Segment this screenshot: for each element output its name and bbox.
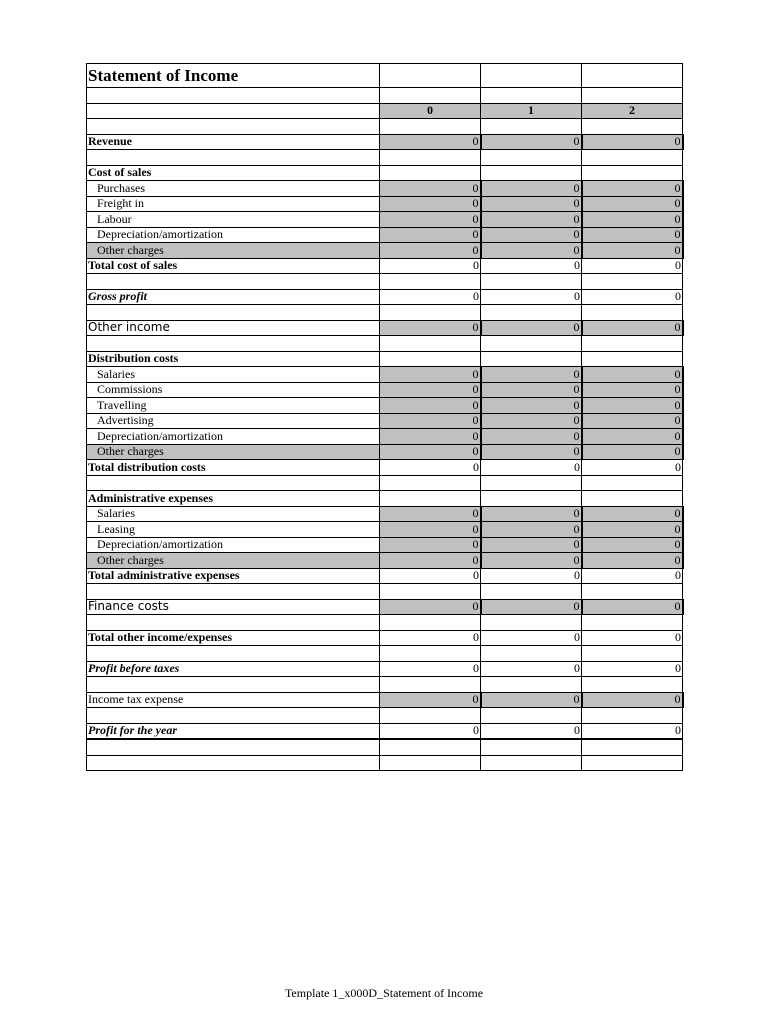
row-label: Other charges [87,243,380,259]
empty-cell [481,708,582,724]
value-cell: 0 [481,227,582,243]
empty-cell [87,103,380,119]
empty-cell [87,336,380,352]
empty-cell [582,336,683,352]
row-label: Total other income/expenses [87,630,380,646]
row-label: Gross profit [87,289,380,305]
table-row [87,506,683,522]
empty-cell [380,64,481,88]
empty-cell [481,739,582,755]
value-cell: 0 [582,723,683,739]
value-cell: 0 [582,537,683,553]
spacer-row [87,150,683,166]
value-cell: 0 [481,522,582,538]
empty-cell [380,755,481,771]
value-cell: 0 [582,243,683,259]
row-label: Other charges [87,444,380,460]
value-cell: 0 [380,568,481,584]
value-cell: 0 [582,692,683,708]
table-row [87,553,683,569]
empty-cell [481,677,582,693]
value-cell: 0 [481,444,582,460]
empty-cell [582,351,683,367]
title-row [87,64,683,88]
table-row [87,258,683,274]
spacer-row [87,119,683,135]
empty-cell [481,475,582,491]
empty-cell [380,677,481,693]
row-label: Income tax expense [87,692,380,708]
table-row [87,630,683,646]
value-cell: 0 [380,398,481,414]
empty-cell [481,305,582,321]
value-cell: 0 [582,444,683,460]
value-cell: 0 [380,444,481,460]
value-cell: 0 [481,181,582,197]
value-cell: 0 [582,661,683,677]
table-row [87,196,683,212]
row-label: Profit before taxes [87,661,380,677]
page-footer: Template 1_x000D_Statement of Income [284,986,484,1000]
value-cell: 0 [380,289,481,305]
spacer-row [87,677,683,693]
spacer-row [87,88,683,104]
empty-cell [87,88,380,104]
value-cell: 0 [582,181,683,197]
empty-cell [87,739,380,755]
empty-cell [582,646,683,662]
value-cell: 0 [582,429,683,445]
value-cell: 0 [582,522,683,538]
spacer-row [87,305,683,321]
column-header: 2 [582,103,683,119]
value-cell: 0 [380,212,481,228]
empty-cell [582,584,683,600]
table-row [87,320,683,336]
empty-cell [380,584,481,600]
empty-cell [380,708,481,724]
empty-cell [87,584,380,600]
empty-cell [481,119,582,135]
value-cell: 0 [481,413,582,429]
spacer-row [87,615,683,631]
empty-cell [481,336,582,352]
value-cell: 0 [481,258,582,274]
column-header: 0 [380,103,481,119]
empty-cell [380,150,481,166]
row-label: Depreciation/amortization [87,429,380,445]
row-label: Depreciation/amortization [87,227,380,243]
value-cell: 0 [481,289,582,305]
row-label: Total distribution costs [87,460,380,476]
spacer-row [87,336,683,352]
value-cell: 0 [380,460,481,476]
table-row [87,460,683,476]
row-label: Cost of sales [87,165,380,181]
empty-cell [481,274,582,290]
table-row [87,537,683,553]
value-cell: 0 [582,196,683,212]
row-label: Administrative expenses [87,491,380,507]
value-cell: 0 [380,258,481,274]
table-row [87,413,683,429]
empty-cell [582,274,683,290]
spacer-row [87,274,683,290]
value-cell: 0 [582,568,683,584]
empty-cell [380,739,481,755]
empty-cell [380,615,481,631]
empty-cell [481,615,582,631]
value-cell: 0 [481,243,582,259]
table-row [87,661,683,677]
row-label: Total administrative expenses [87,568,380,584]
value-cell: 0 [481,320,582,336]
value-cell: 0 [380,227,481,243]
empty-cell [87,305,380,321]
spacer-row [87,646,683,662]
value-cell: 0 [380,692,481,708]
value-cell: 0 [582,506,683,522]
empty-cell [582,677,683,693]
empty-cell [380,119,481,135]
empty-cell [87,119,380,135]
empty-cell [582,475,683,491]
row-label: Other income [87,320,380,336]
value-cell: 0 [582,289,683,305]
empty-cell [582,708,683,724]
table-row [87,568,683,584]
row-label: Revenue [87,134,380,150]
value-cell: 0 [582,227,683,243]
table-row [87,212,683,228]
spacer-row [87,739,683,755]
table-row [87,165,683,181]
value-cell: 0 [481,460,582,476]
value-cell: 0 [380,320,481,336]
empty-cell [87,615,380,631]
row-label: Depreciation/amortization [87,537,380,553]
empty-cell [87,646,380,662]
table-row [87,599,683,615]
value-cell: 0 [380,382,481,398]
value-cell: 0 [481,429,582,445]
value-cell: 0 [582,212,683,228]
value-cell: 0 [582,320,683,336]
empty-cell [380,274,481,290]
value-cell: 0 [582,553,683,569]
column-header-row [87,103,683,119]
row-label: Advertising [87,413,380,429]
value-cell: 0 [380,196,481,212]
empty-cell [481,64,582,88]
row-label: Other charges [87,553,380,569]
value-cell: 0 [380,243,481,259]
spacer-row [87,475,683,491]
empty-cell [481,165,582,181]
value-cell: 0 [481,382,582,398]
empty-cell [582,305,683,321]
empty-cell [87,274,380,290]
spacer-row [87,584,683,600]
empty-cell [582,755,683,771]
row-label: Freight in [87,196,380,212]
empty-cell [582,64,683,88]
empty-cell [582,491,683,507]
value-cell: 0 [380,599,481,615]
table-row [87,692,683,708]
row-label: Labour [87,212,380,228]
value-cell: 0 [380,537,481,553]
table-row [87,227,683,243]
value-cell: 0 [481,537,582,553]
table-row [87,723,683,739]
value-cell: 0 [481,212,582,228]
table-row [87,181,683,197]
value-cell: 0 [582,367,683,383]
row-label: Profit for the year [87,723,380,739]
empty-cell [481,150,582,166]
empty-cell [481,88,582,104]
empty-cell [481,351,582,367]
value-cell: 0 [582,630,683,646]
value-cell: 0 [380,723,481,739]
value-cell: 0 [380,367,481,383]
value-cell: 0 [481,599,582,615]
row-label: Purchases [87,181,380,197]
row-label: Salaries [87,506,380,522]
value-cell: 0 [582,398,683,414]
empty-cell [380,165,481,181]
value-cell: 0 [380,429,481,445]
value-cell: 0 [380,134,481,150]
table-row [87,243,683,259]
empty-cell [582,119,683,135]
empty-cell [380,646,481,662]
empty-cell [380,305,481,321]
empty-cell [87,708,380,724]
value-cell: 0 [380,661,481,677]
value-cell: 0 [582,413,683,429]
row-label: Salaries [87,367,380,383]
empty-cell [582,165,683,181]
empty-cell [380,88,481,104]
empty-cell [380,475,481,491]
value-cell: 0 [481,506,582,522]
empty-cell [481,584,582,600]
value-cell: 0 [481,553,582,569]
value-cell: 0 [380,553,481,569]
value-cell: 0 [481,367,582,383]
value-cell: 0 [582,382,683,398]
row-label: Total cost of sales [87,258,380,274]
value-cell: 0 [481,661,582,677]
value-cell: 0 [481,134,582,150]
row-label: Travelling [87,398,380,414]
table-row [87,491,683,507]
table-row [87,522,683,538]
value-cell: 0 [481,723,582,739]
empty-cell [87,755,380,771]
value-cell: 0 [380,506,481,522]
empty-cell [380,351,481,367]
table-row [87,289,683,305]
value-cell: 0 [380,630,481,646]
empty-cell [481,646,582,662]
table-row [87,444,683,460]
empty-cell [582,88,683,104]
empty-cell [481,755,582,771]
value-cell: 0 [380,522,481,538]
page-title: Statement of Income [87,64,380,88]
table-body [87,64,683,771]
row-label: Distribution costs [87,351,380,367]
empty-cell [380,491,481,507]
value-cell: 0 [481,630,582,646]
table-row [87,382,683,398]
empty-cell [87,150,380,166]
value-cell: 0 [481,196,582,212]
value-cell: 0 [582,599,683,615]
table-row [87,367,683,383]
value-cell: 0 [481,692,582,708]
empty-cell [380,336,481,352]
table-row [87,134,683,150]
row-label: Leasing [87,522,380,538]
column-header: 1 [481,103,582,119]
value-cell: 0 [582,134,683,150]
value-cell: 0 [582,258,683,274]
empty-cell [87,677,380,693]
empty-cell [582,615,683,631]
table-row [87,351,683,367]
value-cell: 0 [481,568,582,584]
income-statement-table [86,63,684,771]
table-row [87,429,683,445]
value-cell: 0 [380,181,481,197]
spacer-row [87,755,683,771]
row-label: Commissions [87,382,380,398]
value-cell: 0 [380,413,481,429]
spacer-row [87,708,683,724]
table-row [87,398,683,414]
empty-cell [87,475,380,491]
empty-cell [582,739,683,755]
empty-cell [481,491,582,507]
empty-cell [582,150,683,166]
row-label: Finance costs [87,599,380,615]
value-cell: 0 [481,398,582,414]
value-cell: 0 [582,460,683,476]
